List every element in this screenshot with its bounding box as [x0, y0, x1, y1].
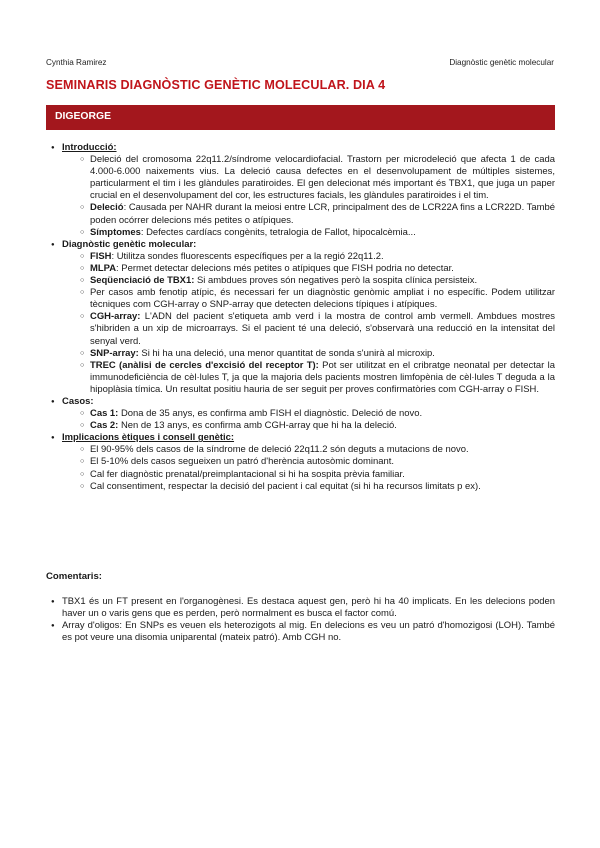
list-item [62, 311, 555, 347]
section-ethics [46, 432, 555, 492]
intro-list [62, 154, 555, 239]
item-text: Si hi ha una deleció, una menor quantitat de sonda s'unirà al microxip. [138, 347, 435, 359]
item-text: Per casos amb fenotip atípic, és necessari fer un diagnòstic genòmic ampliat i no específic. Podem utilitzar tècniques com CGH-array o SNP-array que detecten delecions típiques i atípiques. [90, 287, 555, 311]
list-item [62, 408, 555, 420]
list-item [62, 287, 555, 311]
main-list [46, 142, 555, 493]
document-title: SEMINARIS DIAGNÒSTIC GENÈTIC MOLECULAR. DIA 4 [46, 78, 386, 92]
list-item [62, 275, 555, 287]
list-item [62, 154, 555, 202]
list-item [62, 481, 555, 493]
item-text: : Causada per NAHR durant la meiosi entre LCR, principalment des de LCR22A fins a LCR22D. També poden ocórrer delecions més petites o atípiques. [90, 202, 555, 226]
item-label: MLPA [90, 262, 117, 274]
list-item [62, 360, 555, 396]
item-text: Pot ser utilitzat en el cribratge neonatal per detectar la immunodeficiència de cèl·lules T, ja que la majoria dels pacients mostren limfopènia de cèl·lules T deguda a la hipoplàsia tímica. Un resultat positiu hauria de ser seguit per proves confirmatòries com CGH-array o FISH. [90, 359, 555, 395]
diagnosis-list [62, 251, 555, 396]
header-subject: Diagnòstic genètic molecular [449, 58, 554, 67]
header-author: Cynthia Ramirez [46, 58, 107, 67]
item-text: El 90-95% dels casos de la síndrome de deleció 22q11.2 són deguts a mutacions de novo. [90, 444, 469, 456]
list-item [62, 444, 555, 456]
item-text: Dona de 35 anys, es confirma amb FISH el diagnòstic. Deleció de novo. [118, 408, 423, 420]
list-item [62, 263, 555, 275]
item-text: L'ADN del pacient s'etiqueta amb verd i la mostra de control amb vermell. Ambdues mostres s'hibriden a un xip de microarrays. Si el pacient té una deleció, s'observarà una reducció en la intensitat del senyal verd. [90, 311, 555, 347]
section-banner [46, 105, 555, 130]
item-text: Nen de 13 anys, es confirma amb CGH-array que hi ha la deleció. [118, 420, 397, 432]
list-item [62, 469, 555, 481]
section-banner-label: DIGEORGE [55, 111, 112, 122]
list-item: ● TBX1 és un FT present en l'organogènesi. Es destaca aquest gen, però hi ha 40 implicats. En les delecions poden haver un o varis gens que es perden, però normalment es busca el factor comú. [46, 596, 555, 620]
list-item [62, 251, 555, 263]
ethics-heading: Implicacions ètiques i consell genètic: [62, 432, 235, 444]
item-text: : Permet detectar delecions més petites o atípiques que FISH podria no detectar. [116, 262, 454, 274]
item-text: Deleció del cromosoma 22q11.2/síndrome velocardiofacial. Trastorn per microdeleció que afecta 1 de cada 4.000-6.000 naixements vius. La deleció causa defectes en el desenvolupament de múltiples sistemes, particularment el tim i les glàndules paratiroides. El gen delecionat més important és TBX1, que juga un paper crucial en el desenvolupament del cor, les estructures facials, les glàndules paratiroides i el tim. [90, 154, 555, 202]
list-item [62, 456, 555, 468]
item-label: Cas 2: [90, 420, 119, 432]
list-item: ● Array d'oligos: En SNPs es veuen els heterozigots al mig. En delecions es veu un patró d'homozigosi (LOH). També es pot veure una disomia uniparental (mateix patró). Amb CGH no. [46, 620, 555, 644]
intro-heading: Introducció: [62, 142, 117, 153]
item-label: Seqüenciació de TBX1: [90, 275, 195, 287]
list-item [62, 420, 555, 432]
item-label: SNP-array: [90, 347, 139, 359]
list-item [62, 227, 555, 239]
comments-heading: Comentaris: [46, 571, 102, 582]
item-label: CGH-array: [90, 311, 141, 323]
diagnosis-heading: Diagnòstic genètic molecular: [62, 238, 197, 250]
cases-heading: Casos: [62, 395, 94, 407]
cases-list [62, 408, 555, 432]
comments-list [46, 596, 555, 644]
item-label: FISH [90, 250, 112, 262]
item-text: Si ambdues proves són negatives però la sospita clínica persisteix. [194, 275, 478, 287]
item-text: Cal fer diagnòstic prenatal/preimplantacional si hi ha sospita prèvia familiar. [90, 468, 405, 480]
ethics-list [62, 444, 555, 492]
item-label: Cas 1: [90, 408, 119, 420]
item-label: Deleció [90, 202, 124, 214]
item-text: El 5-10% dels casos segueixen un patró d'herència autosòmic dominant. [90, 456, 394, 468]
item-text: : Utilitza sondes fluorescents específiques per a la regió 22q11.2. [111, 250, 384, 262]
item-text: Cal consentiment, respectar la decisió del pacient i cal equitat (si hi ha recursos limitats p ex). [90, 480, 481, 492]
section-diagnosis [46, 239, 555, 396]
list-item [62, 348, 555, 360]
item-text: : Defectes cardíacs congènits, tetralogia de Fallot, hipocalcèmia... [140, 226, 416, 238]
section-cases [46, 396, 555, 432]
notes-body [46, 142, 555, 493]
item-label: TREC (anàlisi de cercles d'excisió del receptor T): [90, 359, 319, 371]
section-intro [46, 142, 555, 239]
page-header [46, 58, 554, 70]
list-item [62, 202, 555, 226]
item-label: Símptomes [90, 226, 141, 238]
